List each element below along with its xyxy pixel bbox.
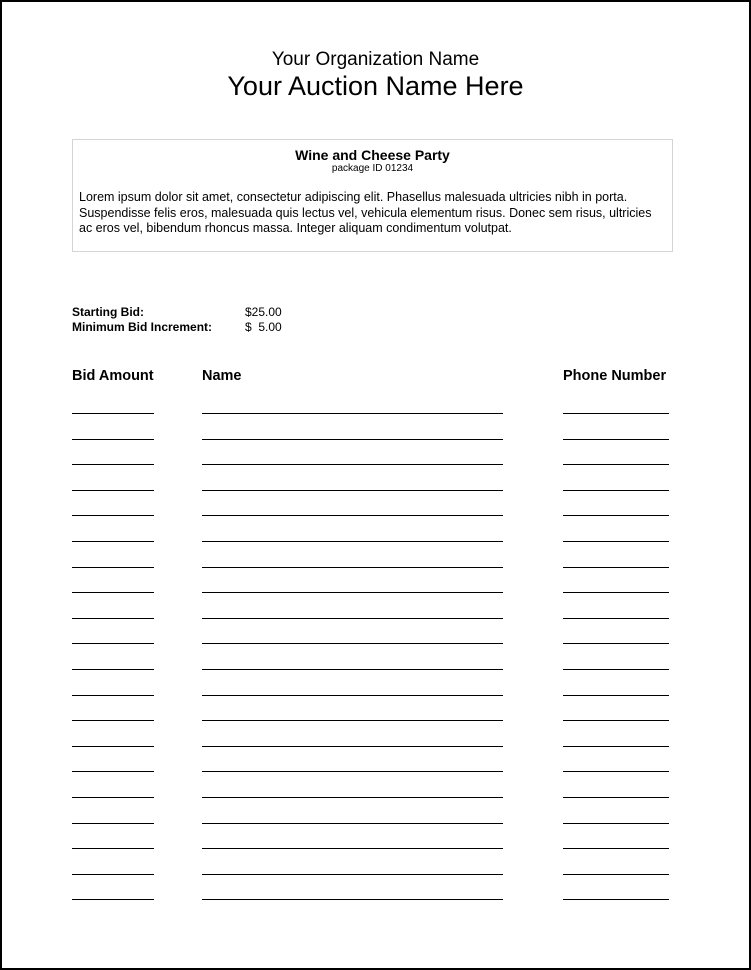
name-line — [202, 490, 503, 491]
phone-number-header: Phone Number — [563, 368, 667, 384]
phone-number-line — [563, 439, 669, 440]
bid-amount-line — [72, 874, 154, 875]
bid-amount-line — [72, 541, 154, 542]
auction-name: Your Auction Name Here — [227, 71, 524, 101]
phone-number-line — [563, 592, 669, 593]
item-description: Lorem ipsum dolor sit amet, consectetur adipiscing elit. Phasellus malesuada ultricies nibh in porta. Suspendisse felis eros, malesuada quis lectus vel, vehicula elementum risus. Donec sem risus, ultricies ac eros vel, bibendum rhoncus massa. Integer aliquam condimentum volutpat. — [79, 190, 652, 235]
name-line — [202, 413, 503, 414]
name-line — [202, 515, 503, 516]
phone-number-line — [563, 413, 669, 414]
phone-number-line — [563, 823, 669, 824]
phone-number-line — [563, 515, 669, 516]
bid-amount-line — [72, 797, 154, 798]
bid-amount-line — [72, 439, 154, 440]
name-line — [202, 746, 503, 747]
bid-amount-line — [72, 823, 154, 824]
name-line — [202, 439, 503, 440]
phone-number-line — [563, 899, 669, 900]
item-description-box — [72, 139, 673, 252]
bid-amount-line — [72, 695, 154, 696]
bid-amount-line — [72, 720, 154, 721]
bid-amount-line — [72, 592, 154, 593]
phone-number-line — [563, 567, 669, 568]
starting-bid-row — [72, 305, 282, 320]
bid-amount-line — [72, 669, 154, 670]
name-line — [202, 464, 503, 465]
name-line — [202, 669, 503, 670]
bid-amount-line — [72, 618, 154, 619]
organization-name: Your Organization Name — [271, 49, 480, 70]
phone-number-line — [563, 669, 669, 670]
name-line — [202, 771, 503, 772]
min-increment-row — [72, 320, 282, 335]
min-increment-value: $ 5.00 — [245, 320, 282, 334]
phone-number-line — [563, 746, 669, 747]
bid-amount-line — [72, 899, 154, 900]
starting-bid-value: $25.00 — [245, 305, 282, 319]
bid-amount-line — [72, 464, 154, 465]
bid-amount-line — [72, 413, 154, 414]
name-line — [202, 567, 503, 568]
bid-amount-line — [72, 848, 154, 849]
bid-amount-line — [72, 771, 154, 772]
phone-number-line — [563, 464, 669, 465]
bid-amount-line — [72, 515, 154, 516]
name-line — [202, 541, 503, 542]
name-line — [202, 592, 503, 593]
bid-amount-line — [72, 643, 154, 644]
phone-number-line — [563, 618, 669, 619]
name-line — [202, 899, 503, 900]
name-line — [202, 695, 503, 696]
name-line — [202, 874, 503, 875]
name-header: Name — [202, 368, 242, 384]
bid-amount-line — [72, 746, 154, 747]
phone-number-line — [563, 874, 669, 875]
name-line — [202, 720, 503, 721]
name-line — [202, 848, 503, 849]
starting-bid-label: Starting Bid: — [72, 305, 144, 319]
name-line — [202, 797, 503, 798]
phone-number-line — [563, 490, 669, 491]
package-id: package ID 01234 — [331, 163, 414, 174]
min-increment-label: Minimum Bid Increment: — [72, 320, 213, 334]
phone-number-line — [563, 695, 669, 696]
name-line — [202, 618, 503, 619]
name-line — [202, 823, 503, 824]
phone-number-line — [563, 797, 669, 798]
name-line — [202, 643, 503, 644]
bid-amount-line — [72, 490, 154, 491]
phone-number-line — [563, 720, 669, 721]
phone-number-line — [563, 771, 669, 772]
item-title: Wine and Cheese Party — [295, 147, 450, 163]
phone-number-line — [563, 541, 669, 542]
bid-info — [72, 305, 282, 335]
phone-number-line — [563, 848, 669, 849]
phone-number-line — [563, 643, 669, 644]
bid-amount-line — [72, 567, 154, 568]
bid-amount-header: Bid Amount — [72, 368, 154, 384]
